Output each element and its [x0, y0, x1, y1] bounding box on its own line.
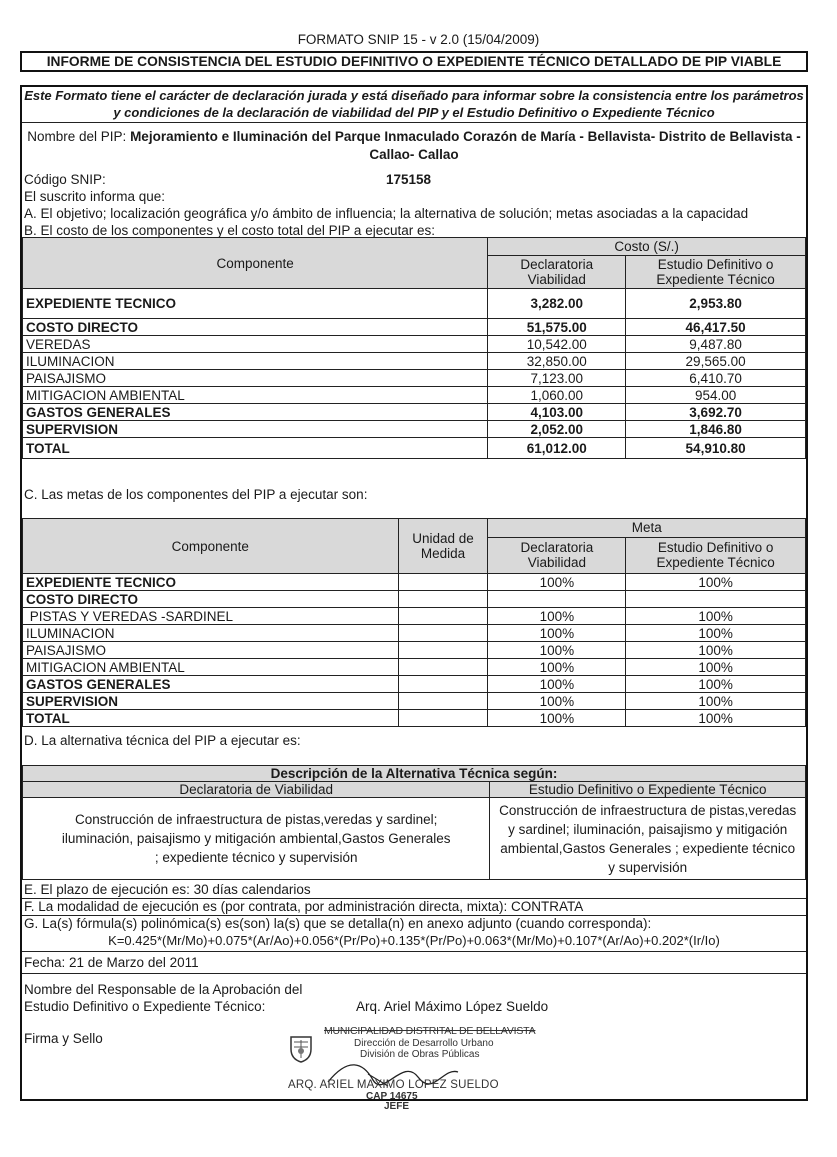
meta-row-decl: 100%: [488, 659, 626, 676]
table-row: [23, 404, 806, 421]
cost-header-cost: Costo (S/.): [488, 238, 806, 256]
divider: [22, 973, 806, 974]
section-a: A. El objetivo; localización geográfica y/o ámbito de influencia; la alternativa de solución; metas asociadas a la capacidad: [24, 206, 749, 221]
snip-code: 175158: [386, 172, 432, 187]
meta-row-unit: [398, 659, 488, 676]
cost-row-est: 6,410.70: [626, 370, 806, 387]
cost-row-name: ILUMINACION: [23, 353, 488, 370]
divider: [22, 122, 806, 123]
cost-row-est: 3,692.70: [626, 404, 806, 421]
meta-table: [22, 518, 806, 727]
meta-row-est: 100%: [626, 693, 806, 710]
intro-declaration: Este Formato tiene el carácter de declaración jurada y está diseñado para informar sobre la consistencia entre los parámetros y condiciones de la declaración de viabilidad del PIP y el Estudio Definitivo o Expediente Técnico: [24, 88, 804, 120]
cost-row-name: VEREDAS: [23, 336, 488, 353]
section-f: F. La modalidad de ejecución es (por contrata, por administración directa, mixta): CONTRATA: [24, 899, 584, 914]
meta-row-unit: [398, 642, 488, 659]
cost-header-component: Componente: [23, 238, 488, 289]
meta-row-name: PAISAJISMO: [23, 642, 399, 659]
cost-row-est: 9,487.80: [626, 336, 806, 353]
responsible-name: Arq. Ariel Máximo López Sueldo: [356, 999, 549, 1014]
pip-name-label: Nombre del PIP:: [27, 129, 127, 144]
table-row: [23, 676, 806, 693]
table-row: [23, 625, 806, 642]
stamp-municipality: MUNICIPALIDAD DISTRITAL DE BELLAVISTA: [324, 1025, 536, 1037]
cost-row-name: PAISAJISMO: [23, 370, 488, 387]
meta-row-est: 100%: [626, 608, 806, 625]
meta-row-est: 100%: [626, 659, 806, 676]
table-row: [23, 289, 806, 319]
meta-row-name: SUPERVISION: [23, 693, 399, 710]
cost-row-decl: 10,542.00: [488, 336, 626, 353]
meta-row-unit: [398, 574, 488, 591]
meta-row-decl: 100%: [488, 574, 626, 591]
section-g: G. La(s) fórmula(s) polinómica(s) es(son) la(s) que se detalla(n) en anexo adjunto (cuando corresponda):: [24, 916, 652, 931]
alternative-table: [22, 765, 806, 880]
signer-name: ARQ. ARIEL MAXIMO LOPEZ SUELDO: [288, 1079, 499, 1091]
meta-row-name: COSTO DIRECTO: [23, 591, 399, 608]
cost-row-name: SUPERVISION: [23, 421, 488, 438]
alt-est-text: Construcción de infraestructura de pistas,veredas y sardinel; iluminación, paisajismo y mitigación ambiental,Gastos Generales ; expediente técnico y supervisión: [490, 798, 806, 880]
meta-header-component: Componente: [23, 519, 399, 574]
meta-header-meta: Meta: [488, 519, 806, 538]
signature-label: Firma y Sello: [24, 1031, 103, 1046]
table-row: [23, 693, 806, 710]
cost-row-est: 29,565.00: [626, 353, 806, 370]
cost-row-decl: 4,103.00: [488, 404, 626, 421]
table-row: [23, 438, 806, 459]
meta-row-decl: 100%: [488, 625, 626, 642]
informa-text: El suscrito informa que:: [24, 189, 166, 204]
table-row: [23, 642, 806, 659]
meta-row-est: 100%: [626, 625, 806, 642]
table-row: [23, 659, 806, 676]
cost-row-name: MITIGACION AMBIENTAL: [23, 387, 488, 404]
meta-row-decl: 100%: [488, 608, 626, 625]
table-row: [23, 319, 806, 336]
meta-row-decl: 100%: [488, 676, 626, 693]
responsible-label-1: Nombre del Responsable de la Aprobación del: [24, 982, 303, 997]
meta-row-name: GASTOS GENERALES: [23, 676, 399, 693]
pip-name: Mejoramiento e Iluminación del Parque Inmaculado Corazón de María - Bellavista- Distrito de Bellavista -Callao- Callao: [130, 129, 801, 162]
pip-name-block: [22, 128, 806, 164]
meta-row-unit: [398, 710, 488, 727]
meta-row-name: MITIGACION AMBIENTAL: [23, 659, 399, 676]
meta-row-est: 100%: [626, 710, 806, 727]
meta-row-unit: [398, 608, 488, 625]
meta-row-unit: [398, 591, 488, 608]
format-version: FORMATO SNIP 15 - v 2.0 (15/04/2009): [297, 32, 540, 47]
cost-row-name: GASTOS GENERALES: [23, 404, 488, 421]
meta-row-est: [626, 591, 806, 608]
meta-header-decl: Declaratoria Viabilidad: [488, 537, 626, 573]
table-row: [23, 591, 806, 608]
cost-table: [22, 237, 806, 459]
cost-row-decl: 7,123.00: [488, 370, 626, 387]
table-row: [23, 370, 806, 387]
meta-row-decl: 100%: [488, 710, 626, 727]
meta-row-name: PISTAS Y VEREDAS -SARDINEL: [23, 608, 399, 625]
meta-row-est: 100%: [626, 574, 806, 591]
cost-row-decl: 2,052.00: [488, 421, 626, 438]
divider: [22, 951, 806, 952]
cost-row-name: COSTO DIRECTO: [23, 319, 488, 336]
cost-row-est: 954.00: [626, 387, 806, 404]
table-row: [23, 387, 806, 404]
section-e: E. El plazo de ejecución es: 30 días calendarios: [24, 882, 311, 897]
meta-row-name: ILUMINACION: [23, 625, 399, 642]
meta-row-decl: 100%: [488, 693, 626, 710]
section-c: C. Las metas de los componentes del PIP a ejecutar son:: [24, 487, 368, 502]
meta-row-est: 100%: [626, 676, 806, 693]
table-row: [23, 353, 806, 370]
cost-row-decl: 1,060.00: [488, 387, 626, 404]
section-d: D. La alternativa técnica del PIP a ejecutar es:: [24, 733, 301, 748]
cost-row-decl: 61,012.00: [488, 438, 626, 459]
meta-header-unit: Unidad de Medida: [398, 519, 488, 574]
cost-row-est: 1,846.80: [626, 421, 806, 438]
polynomial-formula: K=0.425*(Mr/Mo)+0.075*(Ar/Ao)+0.056*(Pr/Po)+0.135*(Pr/Po)+0.063*(Mr/Mo)+0.107*(Ar/Ao)+0.202*(Ir/Io): [108, 933, 720, 948]
stamp-division: División de Obras Públicas: [360, 1049, 480, 1060]
alt-header-title: Descripción de la Alternativa Técnica según:: [23, 766, 806, 782]
table-row: [23, 421, 806, 438]
cost-row-est: 2,953.80: [626, 289, 806, 319]
meta-row-decl: 100%: [488, 642, 626, 659]
cost-row-est: 46,417.50: [626, 319, 806, 336]
alt-header-est: Estudio Definitivo o Expediente Técnico: [490, 782, 806, 798]
meta-header-est: Estudio Definitivo o Expediente Técnico: [626, 537, 806, 573]
meta-row-est: 100%: [626, 642, 806, 659]
cost-row-decl: 32,850.00: [488, 353, 626, 370]
alt-header-decl: Declaratoria de Viabilidad: [23, 782, 490, 798]
alt-decl-text: Construcción de infraestructura de pistas,veredas y sardinel; iluminación, paisajismo y mitigación ambiental,Gastos Generales ; expediente técnico y supervisión: [23, 798, 490, 880]
snip-code-label: Código SNIP:: [24, 172, 106, 187]
coat-of-arms-icon: [288, 1034, 314, 1064]
stamp-direction: Dirección de Desarrollo Urbano: [354, 1038, 494, 1049]
cost-row-decl: 3,282.00: [488, 289, 626, 319]
meta-row-name: EXPEDIENTE TECNICO: [23, 574, 399, 591]
section-b: B. El costo de los componentes y el costo total del PIP a ejecutar es:: [24, 223, 435, 238]
table-row: [23, 574, 806, 591]
meta-row-name: TOTAL: [23, 710, 399, 727]
date: Fecha: 21 de Marzo del 2011: [24, 955, 199, 970]
cost-row-est: 54,910.80: [626, 438, 806, 459]
table-row: [23, 336, 806, 353]
document-title: INFORME DE CONSISTENCIA DEL ESTUDIO DEFINITIVO O EXPEDIENTE TÉCNICO DETALLADO DE PIP VIABLE: [20, 51, 808, 72]
responsible-label-2: Estudio Definitivo o Expediente Técnico:: [24, 999, 266, 1014]
meta-row-unit: [398, 693, 488, 710]
cost-header-decl: Declaratoria Viabilidad: [488, 256, 626, 289]
cost-header-est: Estudio Definitivo o Expediente Técnico: [626, 256, 806, 289]
signer-role: JEFE: [384, 1101, 410, 1112]
meta-row-decl: [488, 591, 626, 608]
cost-row-name: EXPEDIENTE TECNICO: [23, 289, 488, 319]
signer-cap: CAP 14675: [366, 1091, 418, 1102]
meta-row-unit: [398, 676, 488, 693]
official-stamp: [288, 1022, 548, 1112]
cost-row-name: TOTAL: [23, 438, 488, 459]
table-row: [23, 608, 806, 625]
meta-row-unit: [398, 625, 488, 642]
cost-row-decl: 51,575.00: [488, 319, 626, 336]
table-row: [23, 710, 806, 727]
